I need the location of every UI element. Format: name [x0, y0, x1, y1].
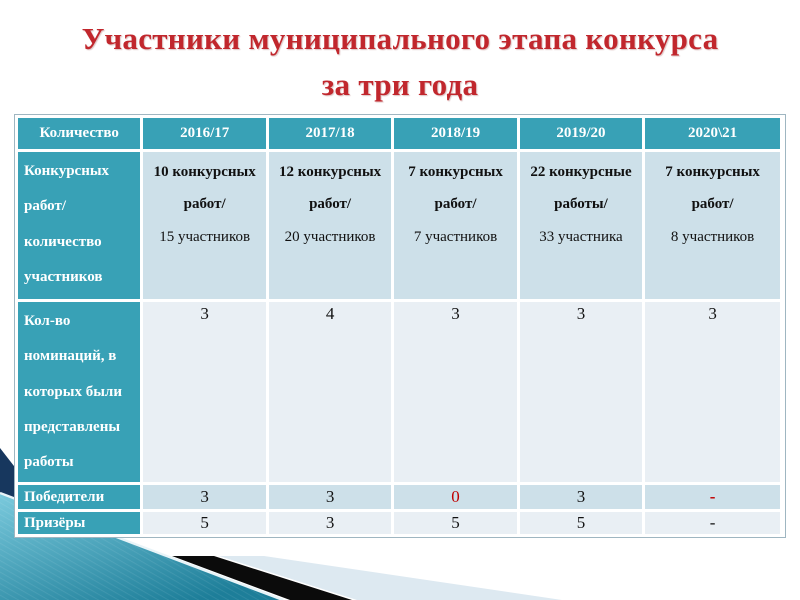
header-year-2018-19: 2018/19	[393, 117, 518, 151]
cell-winners-2016: 3	[142, 484, 267, 511]
slide-title	[20, 16, 780, 108]
cell-prize-2017: 3	[267, 511, 392, 536]
cell-prize-2018: 5	[393, 511, 518, 536]
row-nominations	[17, 301, 782, 484]
zero-highlight: 0	[451, 487, 460, 507]
results-table	[15, 115, 783, 537]
cell-nominations-2017: 4	[267, 301, 392, 484]
cell-winners-2020	[644, 484, 782, 511]
row-prizewinners	[17, 511, 782, 536]
participants-count: 7 участников	[413, 228, 498, 245]
slide-title-line1: Участники муниципального этапа конкурса	[81, 21, 719, 56]
cell-winners-2019: 3	[518, 484, 643, 511]
works-count: 7 конкурсных работ/	[408, 164, 503, 213]
cell-winners-2018	[393, 484, 518, 511]
header-year-2019-20: 2019/20	[518, 117, 643, 151]
results-table-container	[14, 114, 786, 538]
works-count: 12 конкурсных работ/	[279, 164, 382, 213]
row-label-winners: Победители	[17, 484, 142, 511]
works-count: 7 конкурсных работ/	[665, 164, 760, 213]
participants-count: 33 участника	[539, 228, 623, 245]
cell-works-2018	[393, 151, 518, 301]
works-count: 22 конкурсные работы/	[530, 164, 632, 213]
cell-nominations-2018: 3	[393, 301, 518, 484]
header-row	[17, 117, 782, 151]
cell-prize-2019: 5	[518, 511, 643, 536]
row-label-works: Конкурсных работ/количество участников	[17, 151, 142, 301]
header-year-2020-21: 2020\21	[644, 117, 782, 151]
row-label-nominations: Кол-во номинаций, в которых были представлены работы	[17, 301, 142, 484]
cell-works-2019	[518, 151, 643, 301]
cell-nominations-2016: 3	[142, 301, 267, 484]
header-year-2016-17: 2016/17	[142, 117, 267, 151]
row-label-prizewinners: Призёры	[17, 511, 142, 536]
cell-prize-2016: 5	[142, 511, 267, 536]
works-count: 10 конкурсных работ/	[153, 164, 256, 213]
row-works-participants	[17, 151, 782, 301]
cell-works-2020	[644, 151, 782, 301]
participants-count: 8 участников	[670, 228, 755, 245]
header-quantity: Количество	[17, 117, 142, 151]
cell-prize-2020: -	[644, 511, 782, 536]
cell-nominations-2019: 3	[518, 301, 643, 484]
cell-works-2017	[267, 151, 392, 301]
cell-winners-2017: 3	[267, 484, 392, 511]
slide-title-line2: за три года	[321, 66, 479, 102]
participants-count: 20 участников	[284, 228, 376, 245]
participants-count: 15 участников	[159, 228, 251, 245]
cell-works-2016	[142, 151, 267, 301]
dash-highlight: -	[709, 487, 716, 507]
header-year-2017-18: 2017/18	[267, 117, 392, 151]
row-winners	[17, 484, 782, 511]
cell-nominations-2020: 3	[644, 301, 782, 484]
